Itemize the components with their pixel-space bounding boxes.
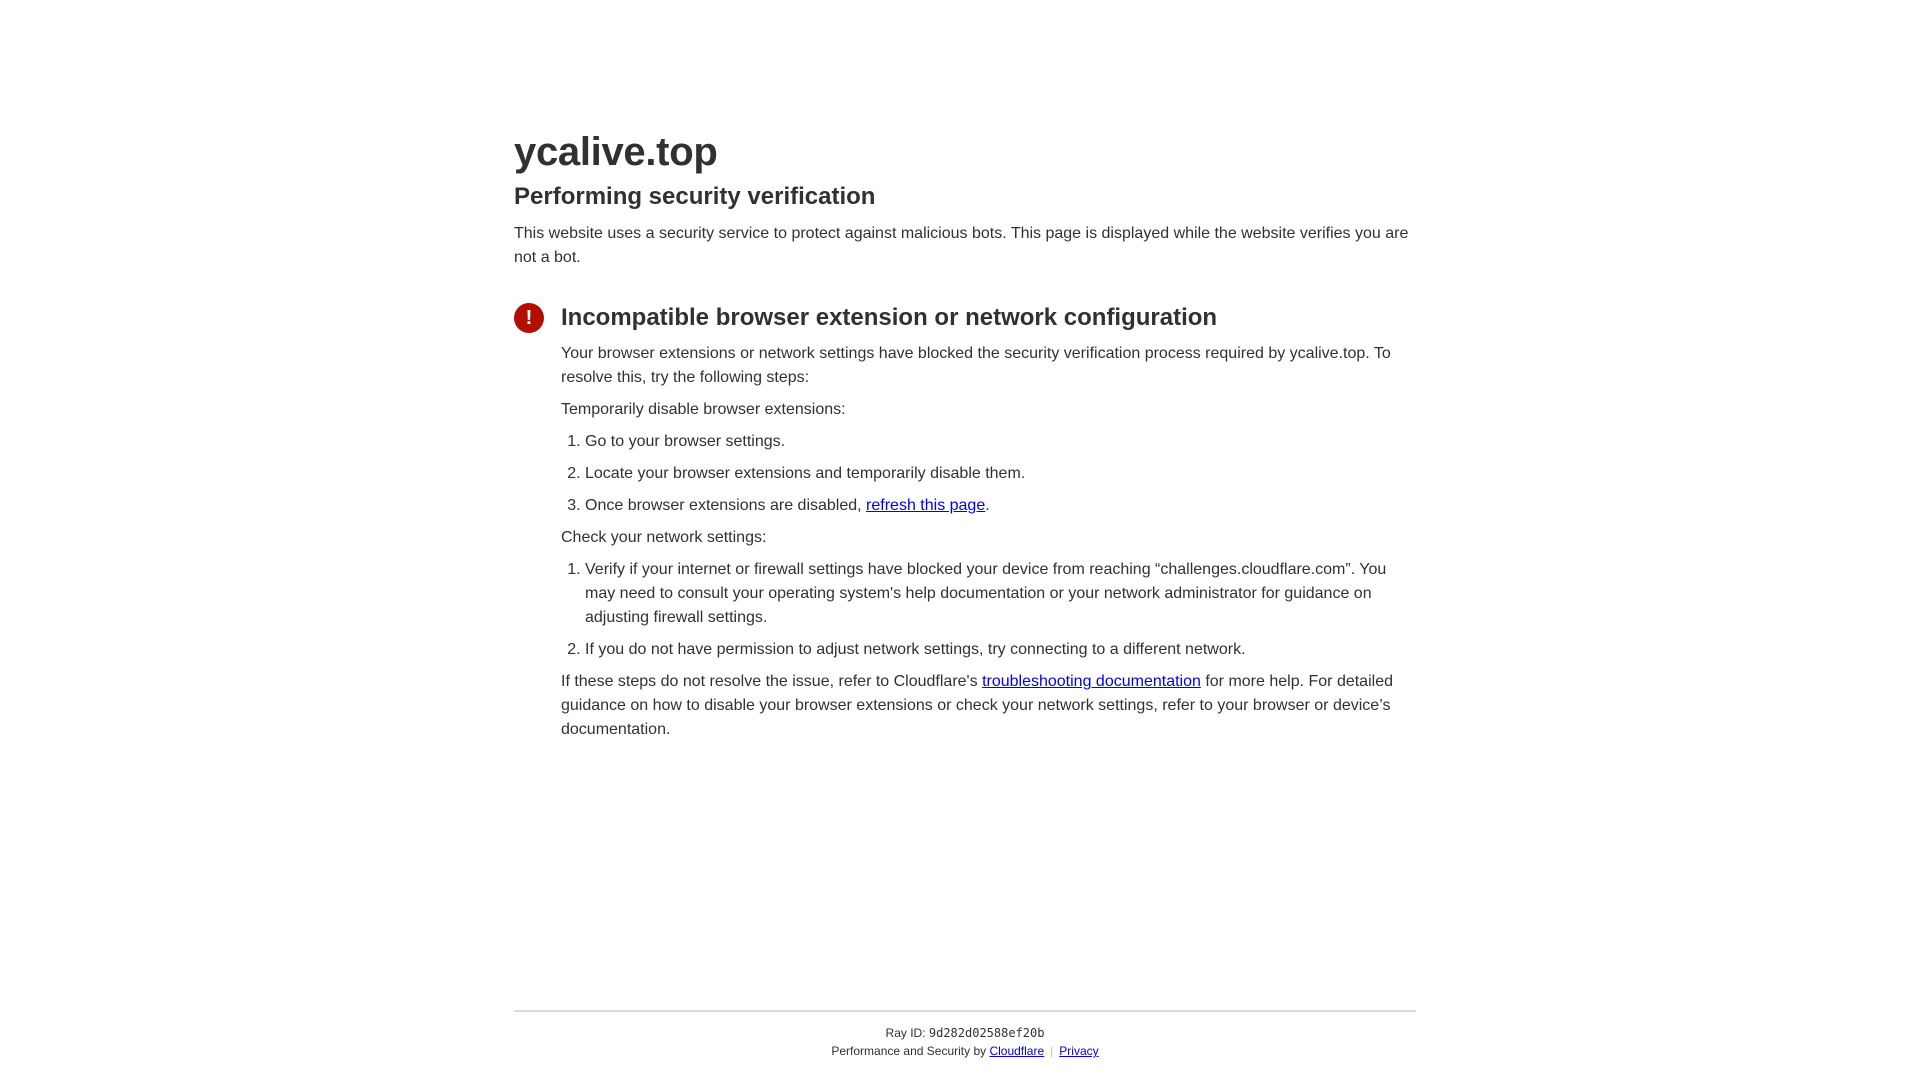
troubleshooting-documentation-link[interactable]: troubleshooting documentation <box>982 673 1201 690</box>
step-text: Once browser extensions are disabled, <box>585 497 867 514</box>
list-item: 2. If you do not have permission to adjust network settings, try connecting to a different network. <box>585 638 1416 662</box>
step-suffix: . <box>985 497 990 514</box>
ray-id-value: 9d282d02588ef20b <box>928 1026 1045 1040</box>
site-title: ycalive.top <box>514 130 718 174</box>
list-item: 1. Verify if your internet or firewall settings have blocked your device from reaching “challenges.cloudflare.com”. You may need to consult your operating system's help documentation or your network administrator for guidance on adjusting firewall settings. <box>585 558 1416 630</box>
network-heading: Check your network settings: <box>561 529 767 546</box>
extension-steps-list <box>561 430 1416 518</box>
attribution-row <box>514 1042 1416 1060</box>
main-content <box>514 124 1416 750</box>
ray-id-row <box>514 1024 1416 1042</box>
ray-id-label: Ray ID: <box>885 1026 929 1040</box>
exclamation-circle-icon: ! <box>514 303 544 333</box>
page-description: This website uses a security service to protect against malicious bots. This page is displayed while the website verifies you are not a bot. <box>514 225 1409 266</box>
list-item: 2. Locate your browser extensions and temporarily disable them. <box>585 462 1416 486</box>
alert-title: Incompatible browser extension or network configuration <box>561 304 1218 331</box>
privacy-link[interactable]: Privacy <box>1059 1044 1099 1058</box>
network-steps-list <box>561 558 1416 662</box>
alert-intro: Your browser extensions or network settings have blocked the security verification process required by ycalive.top. To resolve this, try the following steps: <box>561 345 1391 386</box>
closing-text <box>561 670 1416 742</box>
cloudflare-link[interactable]: Cloudflare <box>989 1044 1045 1058</box>
closing-prefix: If these steps do not resolve the issue, refer to Cloudflare's <box>561 673 983 690</box>
page-subtitle: Performing security verification <box>514 183 876 210</box>
list-item: 1. Go to your browser settings. <box>585 430 1416 454</box>
performance-text: Performance and Security by <box>831 1044 990 1058</box>
extensions-heading: Temporarily disable browser extensions: <box>561 401 846 418</box>
refresh-page-link[interactable]: refresh this page <box>866 497 986 514</box>
list-item <box>585 494 1416 518</box>
closing-suffix: for more help. For detailed guidance on how to disable your browser extensions or check your network settings, refer to your browser or device’s documentation. <box>561 673 1393 738</box>
error-alert <box>514 300 1416 742</box>
footer-separator: | <box>1050 1044 1054 1058</box>
footer <box>514 1010 1416 1060</box>
